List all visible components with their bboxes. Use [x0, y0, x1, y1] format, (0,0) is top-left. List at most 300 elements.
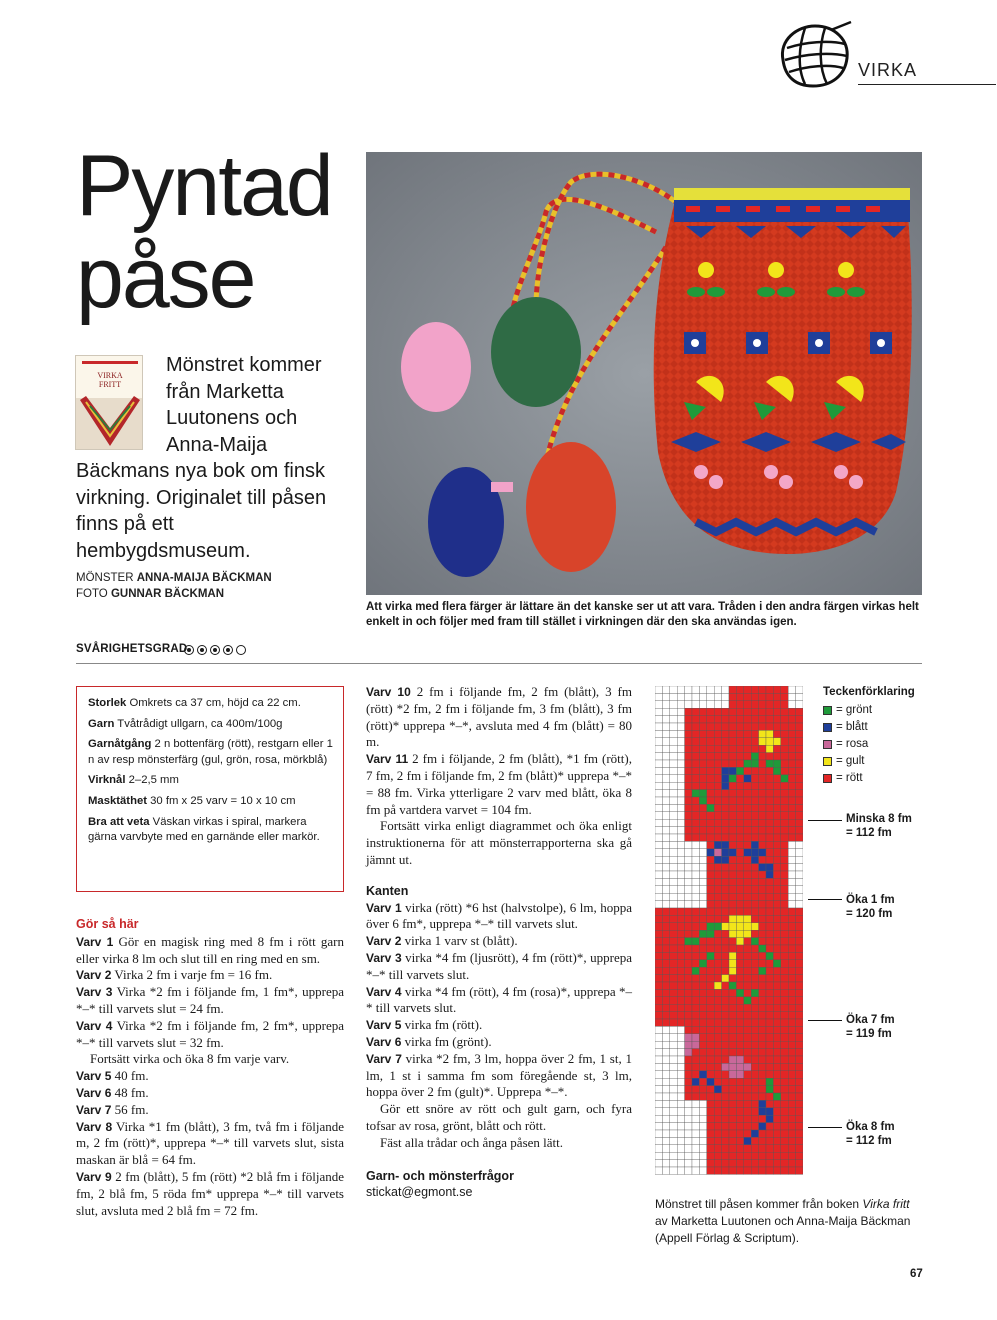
chart-cell: [670, 1086, 677, 1093]
chart-cell: [722, 886, 729, 893]
chart-cell: [692, 1115, 699, 1122]
chart-cell: [655, 841, 662, 848]
chart-cell: [751, 693, 758, 700]
chart-cell: [744, 730, 751, 737]
chart-cell: [773, 1063, 780, 1070]
chart-cell: [788, 745, 795, 752]
chart-cell: [788, 960, 795, 967]
chart-cell: [677, 1034, 684, 1041]
chart-cell: [729, 738, 736, 745]
chart-cell: [685, 723, 692, 730]
chart-cell: [707, 1108, 714, 1115]
chart-cell: [781, 960, 788, 967]
chart-cell: [677, 753, 684, 760]
chart-cell: [714, 827, 721, 834]
chart-cell: [707, 738, 714, 745]
chart-cell: [692, 760, 699, 767]
chart-cell: [773, 760, 780, 767]
difficulty-dot-filled: [184, 645, 194, 655]
chart-cell: [744, 782, 751, 789]
chart-cell: [714, 1041, 721, 1048]
chart-cell: [751, 901, 758, 908]
chart-cell: [685, 1160, 692, 1167]
chart-cell: [714, 915, 721, 922]
chart-cell: [722, 1130, 729, 1137]
chart-cell: [714, 1108, 721, 1115]
chart-cell: [796, 760, 803, 767]
fact-value: 2–2,5 mm: [125, 774, 179, 787]
chart-cell: [744, 1160, 751, 1167]
chart-cell: [751, 738, 758, 745]
chart-cell: [751, 804, 758, 811]
chart-cell: [729, 745, 736, 752]
chart-cell: [773, 901, 780, 908]
chart-cell: [707, 901, 714, 908]
chart-cell: [751, 871, 758, 878]
chart-cell: [685, 1093, 692, 1100]
chart-cell: [662, 952, 669, 959]
chart-cell: [677, 1093, 684, 1100]
chart-cell: [796, 745, 803, 752]
note-decrease-8: Minska 8 fm = 112 fm: [846, 813, 912, 839]
chart-cell: [722, 686, 729, 693]
chart-cell: [677, 915, 684, 922]
chart-cell: [751, 945, 758, 952]
chart-cell: [707, 1130, 714, 1137]
chart-cell: [729, 730, 736, 737]
chart-cell: [692, 1019, 699, 1026]
chart-cell: [736, 753, 743, 760]
chart-cell: [707, 989, 714, 996]
chart-cell: [685, 893, 692, 900]
chart-cell: [744, 945, 751, 952]
chart-cell: [751, 952, 758, 959]
fact-row: [88, 794, 333, 810]
chart-cell: [751, 819, 758, 826]
edge-note-2: Fäst alla trådar och ånga påsen lätt.: [380, 1134, 564, 1150]
chart-cell: [677, 730, 684, 737]
chart-cell: [677, 790, 684, 797]
chart-cell: [692, 701, 699, 708]
chart-cell: [736, 827, 743, 834]
chart-cell: [796, 908, 803, 915]
chart-cell: [722, 1108, 729, 1115]
chart-cell: [670, 797, 677, 804]
chart-cell: [707, 708, 714, 715]
chart-cell: [685, 864, 692, 871]
chart-cell: [759, 1056, 766, 1063]
chart-cell: [692, 982, 699, 989]
chart-cell: [796, 1108, 803, 1115]
chart-cell: [736, 960, 743, 967]
chart-cell: [699, 1078, 706, 1085]
chart-cell: [699, 967, 706, 974]
chart-cell: [729, 1152, 736, 1159]
chart-cell: [796, 886, 803, 893]
chart-cell: [685, 1152, 692, 1159]
chart-cell: [692, 841, 699, 848]
chart-cell: [662, 1078, 669, 1085]
chart-cell: [781, 1100, 788, 1107]
chart-cell: [699, 1056, 706, 1063]
chart-cell: [796, 1056, 803, 1063]
fact-row: [88, 773, 333, 789]
chart-cell: [707, 1137, 714, 1144]
chart-cell: [670, 1012, 677, 1019]
chart-cell: [699, 938, 706, 945]
chart-cell: [670, 1130, 677, 1137]
chart-cell: [788, 1063, 795, 1070]
chart-cell: [788, 782, 795, 789]
chart-cell: [662, 967, 669, 974]
chart-cell: [722, 753, 729, 760]
chart-cell: [788, 982, 795, 989]
chart-cell: [796, 878, 803, 885]
chart-cell: [744, 686, 751, 693]
chart-cell: [729, 982, 736, 989]
chart-cell: [685, 1071, 692, 1078]
chart-cell: [766, 1152, 773, 1159]
chart-cell: [788, 775, 795, 782]
chart-cell: [707, 952, 714, 959]
chart-cell: [692, 1056, 699, 1063]
chart-cell: [670, 1160, 677, 1167]
chart-cell: [699, 915, 706, 922]
chart-cell: [677, 716, 684, 723]
chart-cell: [662, 901, 669, 908]
chart-cell: [662, 982, 669, 989]
chart-cell: [796, 716, 803, 723]
chart-cell: [692, 908, 699, 915]
chart-cell: [781, 841, 788, 848]
legend-swatch: [823, 774, 832, 783]
chart-cell: [655, 1093, 662, 1100]
chart-cell: [781, 1115, 788, 1122]
chart-cell: [759, 901, 766, 908]
chart-cell: [796, 923, 803, 930]
chart-cell: [736, 871, 743, 878]
chart-cell: [729, 938, 736, 945]
chart-cell: [751, 782, 758, 789]
chart-cell: [796, 753, 803, 760]
chart-cell: [707, 804, 714, 811]
chart-cell: [670, 952, 677, 959]
chart-cell: [699, 841, 706, 848]
chart-cell: [773, 1093, 780, 1100]
fact-label: Masktäthet: [88, 794, 148, 807]
chart-cell: [766, 886, 773, 893]
chart-cell: [773, 1123, 780, 1130]
chart-cell: [655, 775, 662, 782]
chart-cell: [744, 1034, 751, 1041]
chart-cell: [692, 945, 699, 952]
chart-cell: [729, 812, 736, 819]
chart-cell: [773, 790, 780, 797]
chart-cell: [766, 945, 773, 952]
chart-cell: [677, 1160, 684, 1167]
chart-cell: [685, 930, 692, 937]
chart-cell: [744, 701, 751, 708]
chart-cell: [655, 1167, 662, 1174]
chart-cell: [773, 967, 780, 974]
chart-cell: [796, 915, 803, 922]
chart-cell: [699, 945, 706, 952]
chart-cell: [655, 930, 662, 937]
round-1: Varv 1 Gör en magisk ring med 8 fm i rött garn eller virka 8 lm och slut till en ring med en sm.: [76, 933, 344, 966]
chart-cell: [796, 982, 803, 989]
chart-cell: [744, 930, 751, 937]
chart-cell: [773, 730, 780, 737]
chart-cell: [781, 1093, 788, 1100]
credit-photo-label: FOTO: [76, 588, 108, 600]
chart-cell: [773, 841, 780, 848]
intro-line-2: från Marketta: [166, 380, 284, 403]
chart-cell: [781, 782, 788, 789]
chart-cell: [773, 915, 780, 922]
chart-cell: [692, 1167, 699, 1174]
chart-cell: [781, 938, 788, 945]
chart-cell: [699, 745, 706, 752]
chart-cell: [751, 989, 758, 996]
chart-cell: [714, 1086, 721, 1093]
chart-cell: [736, 797, 743, 804]
chart-cell: [796, 967, 803, 974]
chart-cell: [692, 782, 699, 789]
chart-cell: [744, 886, 751, 893]
chart-cell: [714, 701, 721, 708]
chart-cell: [781, 1071, 788, 1078]
chart-cell: [744, 1145, 751, 1152]
chart-cell: [759, 797, 766, 804]
chart-cell: [655, 886, 662, 893]
chart-cell: [707, 753, 714, 760]
chart-cell: [796, 1086, 803, 1093]
chart-cell: [766, 997, 773, 1004]
chart-cell: [662, 1100, 669, 1107]
chart-cell: [677, 901, 684, 908]
chart-cell: [766, 1049, 773, 1056]
chart-cell: [766, 960, 773, 967]
chart-cell: [707, 686, 714, 693]
chart-cell: [670, 1100, 677, 1107]
chart-cell: [744, 1071, 751, 1078]
chart-cell: [699, 1041, 706, 1048]
chart-cell: [692, 1123, 699, 1130]
chart-cell: [714, 1071, 721, 1078]
chart-cell: [751, 1152, 758, 1159]
chart-cell: [662, 989, 669, 996]
chart-cell: [692, 730, 699, 737]
chart-cell: [736, 878, 743, 885]
chart-cell: [759, 1115, 766, 1122]
chart-cell: [796, 893, 803, 900]
chart-cell: [707, 1004, 714, 1011]
chart-cell: [751, 753, 758, 760]
chart-cell: [736, 893, 743, 900]
chart-cell: [729, 1137, 736, 1144]
chart-cell: [744, 960, 751, 967]
chart-cell: [759, 1012, 766, 1019]
chart-cell: [744, 856, 751, 863]
chart-cell: [759, 827, 766, 834]
chart-cell: [736, 967, 743, 974]
chart-cell: [662, 1145, 669, 1152]
chart-cell: [766, 841, 773, 848]
chart-cell: [773, 686, 780, 693]
chart-cell: [670, 871, 677, 878]
chart-cell: [788, 1026, 795, 1033]
chart-cell: [670, 1063, 677, 1070]
chart-cell: [729, 886, 736, 893]
chart-cell: [744, 819, 751, 826]
chart-cell: [662, 908, 669, 915]
chart-cell: [655, 878, 662, 885]
chart-cell: [699, 686, 706, 693]
chart-cell: [796, 989, 803, 996]
chart-cell: [773, 708, 780, 715]
chart-cell: [722, 812, 729, 819]
chart-cell: [766, 804, 773, 811]
chart-cell: [773, 738, 780, 745]
chart-cell: [736, 1145, 743, 1152]
chart-cell: [722, 1100, 729, 1107]
chart-cell: [714, 760, 721, 767]
chart-cell: [796, 975, 803, 982]
chart-cell: [744, 1041, 751, 1048]
chart-cell: [773, 1056, 780, 1063]
chart-cell: [766, 1078, 773, 1085]
chart-cell: [655, 982, 662, 989]
chart-cell: [677, 1100, 684, 1107]
chart-cell: [766, 1041, 773, 1048]
chart-cell: [699, 738, 706, 745]
chart-cell: [655, 1012, 662, 1019]
chart-cell: [662, 960, 669, 967]
chart-cell: [655, 1056, 662, 1063]
chart-cell: [759, 775, 766, 782]
chart-cell: [714, 797, 721, 804]
chart-cell: [670, 967, 677, 974]
chart-cell: [722, 834, 729, 841]
chart-cell: [736, 819, 743, 826]
chart-cell: [751, 864, 758, 871]
chart-cell: [692, 797, 699, 804]
chart-cell: [707, 856, 714, 863]
chart-cell: [655, 1100, 662, 1107]
chart-cell: [714, 930, 721, 937]
chart-cell: [655, 819, 662, 826]
chart-cell: [714, 1145, 721, 1152]
chart-cell: [781, 1167, 788, 1174]
chart-cell: [670, 804, 677, 811]
chart-cell: [677, 775, 684, 782]
chart-cell: [677, 1115, 684, 1122]
chart-cell: [722, 1056, 729, 1063]
chart-cell: [714, 945, 721, 952]
chart-cell: [759, 886, 766, 893]
chart-cell: [729, 1130, 736, 1137]
chart-cell: [729, 930, 736, 937]
chart-cell: [699, 923, 706, 930]
chart-cell: [722, 878, 729, 885]
chart-cell: [744, 841, 751, 848]
chart-cell: [788, 1004, 795, 1011]
chart-cell: [707, 1041, 714, 1048]
chart-cell: [736, 1115, 743, 1122]
chart-cell: [773, 1019, 780, 1026]
chart-cell: [759, 938, 766, 945]
chart-cell: [662, 701, 669, 708]
chart-cell: [685, 878, 692, 885]
chart-cell: [788, 1145, 795, 1152]
chart-cell: [796, 997, 803, 1004]
chart-cell: [788, 923, 795, 930]
chart-cell: [714, 1034, 721, 1041]
chart-cell: [685, 738, 692, 745]
chart-cell: [759, 930, 766, 937]
chart-cell: [662, 1137, 669, 1144]
fact-value: Väskan virkas i spiral, markera gärna varvbyte med en garnände eller markör.: [88, 815, 320, 844]
chart-cell: [692, 952, 699, 959]
chart-cell: [759, 864, 766, 871]
chart-cell: [773, 797, 780, 804]
chart-cell: [788, 1152, 795, 1159]
chart-cell: [670, 1115, 677, 1122]
chart-cell: [722, 1019, 729, 1026]
chart-cell: [655, 716, 662, 723]
chart-cell: [796, 1026, 803, 1033]
chart-cell: [707, 930, 714, 937]
chart-cell: [788, 878, 795, 885]
chart-cell: [677, 908, 684, 915]
chart-cell: [759, 1086, 766, 1093]
chart-cell: [759, 989, 766, 996]
chart-cell: [759, 1049, 766, 1056]
credit-photo-name: GUNNAR BÄCKMAN: [110, 588, 225, 600]
chart-cell: [655, 701, 662, 708]
chart-cell: [699, 1071, 706, 1078]
chart-cell: [692, 767, 699, 774]
chart-cell: [662, 938, 669, 945]
legend-title: Teckenförklaring: [823, 686, 915, 698]
chart-cell: [670, 960, 677, 967]
chart-cell: [766, 893, 773, 900]
legend-item: [823, 753, 872, 770]
chart-cell: [677, 1152, 684, 1159]
chart-cell: [729, 827, 736, 834]
chart-cell: [677, 960, 684, 967]
chart-cell: [699, 886, 706, 893]
photo-caption: Att virka med flera färger är lättare än det kanske ser ut att vara. Tråden i den andra färgen virkas helt enkelt in och följer med fram till stället i virkningen där den ska användas igen.: [366, 601, 919, 628]
difficulty-dot-filled: [223, 645, 233, 655]
chart-cell: [714, 997, 721, 1004]
chart-cell: [781, 878, 788, 885]
chart-cell: [677, 686, 684, 693]
chart-cell: [722, 952, 729, 959]
chart-cell: [736, 760, 743, 767]
chart-cell: [670, 782, 677, 789]
chart-cell: [773, 1078, 780, 1085]
chart-cell: [692, 1078, 699, 1085]
chart-cell: [655, 804, 662, 811]
chart-cell: [781, 775, 788, 782]
chart-cell: [714, 871, 721, 878]
book-cover-title-2: FRITT: [98, 380, 122, 389]
chart-cell: [788, 804, 795, 811]
chart-cell: [773, 827, 780, 834]
chart-cell: [722, 1049, 729, 1056]
contact-email[interactable]: stickat@egmont.se: [366, 1185, 473, 1200]
